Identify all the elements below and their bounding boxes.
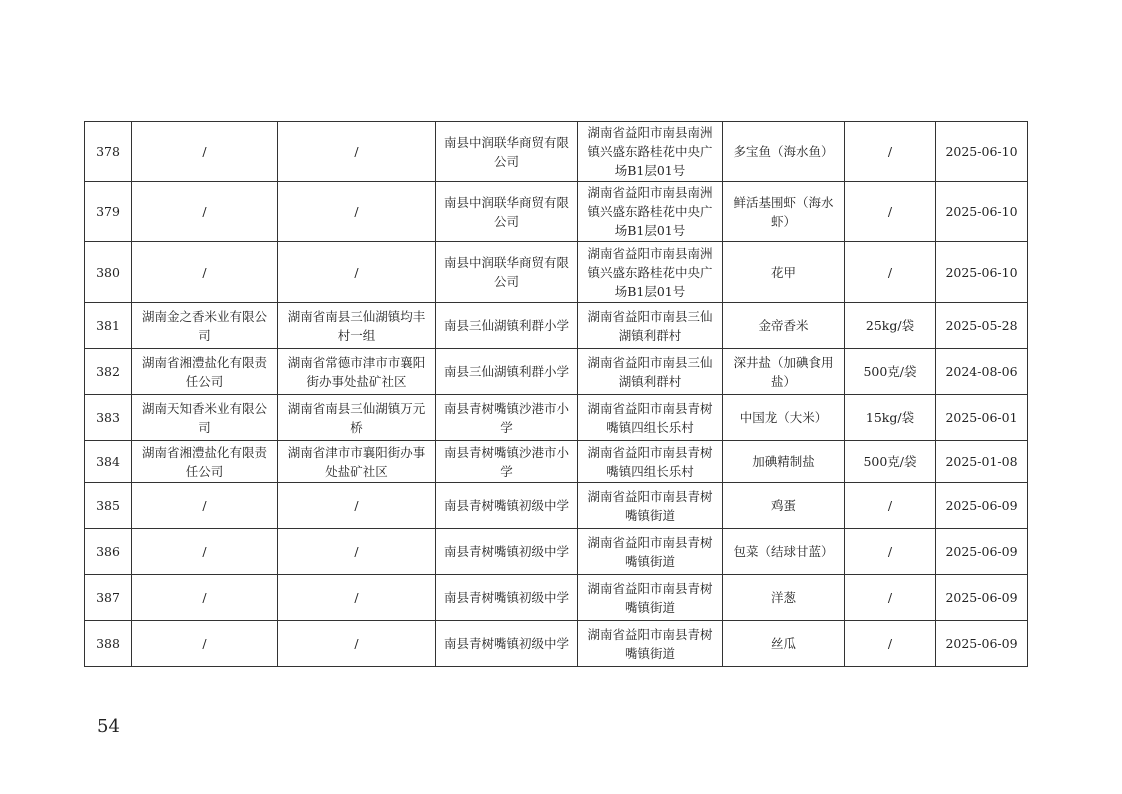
producer-name: / [132, 242, 278, 303]
product-spec: 25kg/袋 [845, 303, 936, 349]
sampled-unit-address: 湖南省益阳市南县青树嘴镇四组长乐村 [578, 395, 723, 441]
producer-name: / [132, 529, 278, 575]
sampled-unit-name: 南县青树嘴镇沙港市小学 [436, 441, 578, 483]
production-date: 2025-01-08 [936, 441, 1028, 483]
sampled-unit-address: 湖南省益阳市南县三仙湖镇利群村 [578, 349, 723, 395]
production-date: 2025-05-28 [936, 303, 1028, 349]
sampled-unit-address: 湖南省益阳市南县三仙湖镇利群村 [578, 303, 723, 349]
sampled-unit-name: 南县青树嘴镇沙港市小学 [436, 395, 578, 441]
product-name: 丝瓜 [723, 621, 845, 667]
row-number: 379 [85, 182, 132, 242]
sampled-unit-name: 南县青树嘴镇初级中学 [436, 483, 578, 529]
row-number: 388 [85, 621, 132, 667]
product-name: 洋葱 [723, 575, 845, 621]
sampled-unit-name: 南县青树嘴镇初级中学 [436, 621, 578, 667]
product-name: 深井盐（加碘食用盐） [723, 349, 845, 395]
sampled-unit-address: 湖南省益阳市南县青树嘴镇街道 [578, 483, 723, 529]
producer-name: / [132, 182, 278, 242]
sampled-unit-name: 南县青树嘴镇初级中学 [436, 575, 578, 621]
producer-address: 湖南省南县三仙湖镇均丰村一组 [278, 303, 436, 349]
producer-address: / [278, 483, 436, 529]
row-number: 378 [85, 122, 132, 182]
product-spec: / [845, 483, 936, 529]
sampled-unit-name: 南县中润联华商贸有限公司 [436, 182, 578, 242]
product-name: 中国龙（大米） [723, 395, 845, 441]
row-number: 381 [85, 303, 132, 349]
row-number: 382 [85, 349, 132, 395]
product-spec: / [845, 242, 936, 303]
sampled-unit-address: 湖南省益阳市南县青树嘴镇街道 [578, 575, 723, 621]
sampled-unit-name: 南县三仙湖镇利群小学 [436, 303, 578, 349]
row-number: 387 [85, 575, 132, 621]
producer-address: / [278, 621, 436, 667]
producer-address: 湖南省津市市襄阳街办事处盐矿社区 [278, 441, 436, 483]
producer-address: / [278, 575, 436, 621]
producer-name: 湖南天知香米业有限公司 [132, 395, 278, 441]
table-body [85, 122, 1028, 667]
sampled-unit-address: 湖南省益阳市南县青树嘴镇街道 [578, 529, 723, 575]
producer-name: 湖南省湘澧盐化有限责任公司 [132, 441, 278, 483]
table-row [85, 575, 1028, 621]
table-row [85, 395, 1028, 441]
production-date: 2025-06-10 [936, 122, 1028, 182]
table-row [85, 349, 1028, 395]
row-number: 384 [85, 441, 132, 483]
sampled-unit-address: 湖南省益阳市南县青树嘴镇街道 [578, 621, 723, 667]
producer-name: 湖南金之香米业有限公司 [132, 303, 278, 349]
product-name: 鸡蛋 [723, 483, 845, 529]
production-date: 2025-06-09 [936, 621, 1028, 667]
product-name: 包菜（结球甘蓝） [723, 529, 845, 575]
table-row [85, 529, 1028, 575]
producer-name: 湖南省湘澧盐化有限责任公司 [132, 349, 278, 395]
product-name: 多宝鱼（海水鱼） [723, 122, 845, 182]
sampled-unit-name: 南县中润联华商贸有限公司 [436, 122, 578, 182]
production-date: 2025-06-09 [936, 529, 1028, 575]
producer-address: / [278, 242, 436, 303]
producer-address: 湖南省南县三仙湖镇万元桥 [278, 395, 436, 441]
producer-name: / [132, 122, 278, 182]
producer-name: / [132, 575, 278, 621]
sampled-unit-name: 南县青树嘴镇初级中学 [436, 529, 578, 575]
table-row [85, 441, 1028, 483]
product-spec: / [845, 575, 936, 621]
table-row [85, 182, 1028, 242]
sampled-unit-address: 湖南省益阳市南县南洲镇兴盛东路桂花中央广场B1层01号 [578, 182, 723, 242]
product-name: 金帝香米 [723, 303, 845, 349]
production-date: 2025-06-01 [936, 395, 1028, 441]
product-spec: / [845, 621, 936, 667]
producer-address: 湖南省常德市津市市襄阳街办事处盐矿社区 [278, 349, 436, 395]
product-spec: 500克/袋 [845, 441, 936, 483]
sampled-unit-address: 湖南省益阳市南县南洲镇兴盛东路桂花中央广场B1层01号 [578, 242, 723, 303]
row-number: 386 [85, 529, 132, 575]
production-date: 2025-06-10 [936, 242, 1028, 303]
producer-name: / [132, 483, 278, 529]
producer-address: / [278, 122, 436, 182]
row-number: 385 [85, 483, 132, 529]
sampled-unit-name: 南县中润联华商贸有限公司 [436, 242, 578, 303]
product-spec: / [845, 529, 936, 575]
product-spec: 15kg/袋 [845, 395, 936, 441]
product-spec: 500克/袋 [845, 349, 936, 395]
page-number: 54 [97, 716, 120, 737]
row-number: 380 [85, 242, 132, 303]
producer-name: / [132, 621, 278, 667]
product-name: 花甲 [723, 242, 845, 303]
production-date: 2024-08-06 [936, 349, 1028, 395]
product-name: 加碘精制盐 [723, 441, 845, 483]
sampling-results-table [84, 121, 1028, 667]
producer-address: / [278, 182, 436, 242]
production-date: 2025-06-09 [936, 575, 1028, 621]
table-row [85, 621, 1028, 667]
table-row [85, 483, 1028, 529]
product-name: 鲜活基围虾（海水虾） [723, 182, 845, 242]
row-number: 383 [85, 395, 132, 441]
production-date: 2025-06-10 [936, 182, 1028, 242]
sampled-unit-address: 湖南省益阳市南县南洲镇兴盛东路桂花中央广场B1层01号 [578, 122, 723, 182]
table-row [85, 242, 1028, 303]
producer-address: / [278, 529, 436, 575]
table-row [85, 303, 1028, 349]
table-row [85, 122, 1028, 182]
sampled-unit-address: 湖南省益阳市南县青树嘴镇四组长乐村 [578, 441, 723, 483]
sampled-unit-name: 南县三仙湖镇利群小学 [436, 349, 578, 395]
product-spec: / [845, 122, 936, 182]
production-date: 2025-06-09 [936, 483, 1028, 529]
product-spec: / [845, 182, 936, 242]
